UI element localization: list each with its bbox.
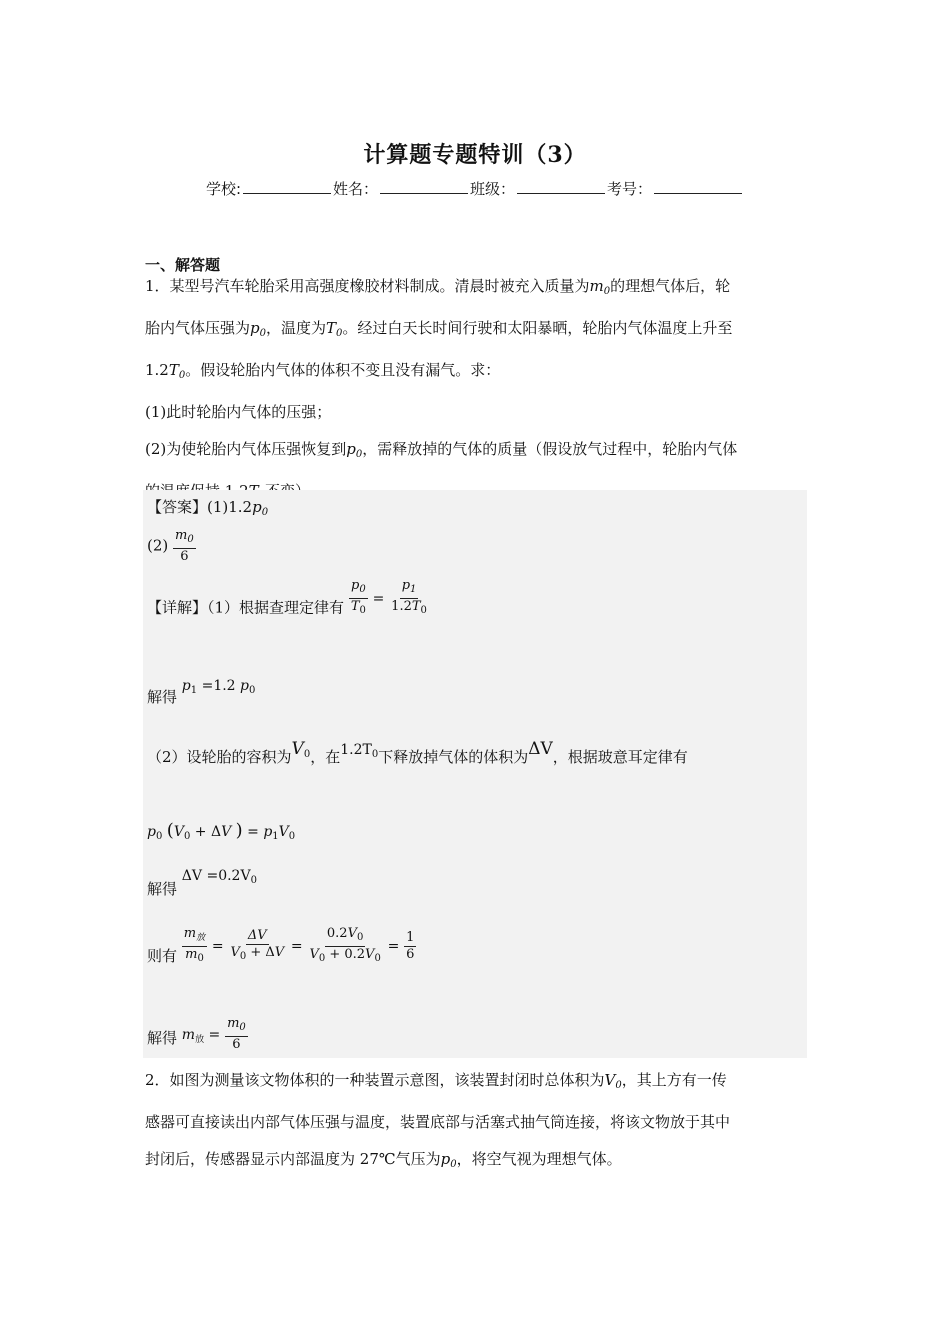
class-label: 班级： (470, 180, 516, 198)
solve-label: 解得 (147, 880, 178, 898)
part2-text: ，根据玻意耳定律有 (552, 748, 688, 766)
solve-line-2: 解得 $\Delta V =0.2V_0$ (147, 868, 257, 898)
q1-text: (2)为使轮胎内气体压强恢复到 (145, 440, 347, 458)
equation-delta-v: ΔV =0.2V (181, 868, 251, 884)
fraction-m-released-m0: $\frac{m_放}{m_0}$ (183, 926, 206, 964)
fraction-one-sixth (404, 930, 416, 963)
fraction-0.2V0: $\frac{0.2V_0}{V_0 + 0.2V_0}$ (309, 926, 381, 964)
released-subscript: 放 (195, 1034, 205, 1045)
section-heading: 一、解答题 (145, 256, 221, 274)
answer-line-2 (147, 528, 196, 565)
solve-label: 解得 (147, 688, 178, 706)
q2-text: 封闭后，传感器显示内部温度为 27℃气压为 (145, 1150, 441, 1168)
q1-text: 1．某型号汽车轮胎采用高强度橡胶材料制成。清晨时被充入质量为 (145, 277, 590, 295)
fraction-dV-over-V0-plus-dV: $\frac{\Delta V}{V_0 + \Delta V}$ (230, 928, 285, 962)
q2-text: ，将空气视为理想气体。 (456, 1150, 622, 1168)
released-subscript: 放 (196, 933, 206, 943)
fraction-m0-over-6: $\frac{m_0}{6}$ (227, 1016, 246, 1052)
exam-number-blank (654, 179, 742, 194)
q1-text: ，需释放掉的气体的质量（假设放气过程中，轮胎内气体 (362, 440, 738, 458)
numerator: 1 (406, 930, 415, 945)
q1-text: 的理想气体后，轮 (610, 277, 731, 295)
name-label: 姓名： (333, 180, 379, 198)
delta-v: ΔV (528, 739, 553, 759)
equation-p1: =1.2 (201, 678, 236, 694)
then-label: 则有 (147, 946, 178, 965)
question-2: 2．如图为测量该文物体积的一种装置示意图，该装置封闭时总体积为$V_0$，其上方有一传 感器可直接读出内部气体压强与温度，装置底部与活塞式抽气筒连接，将该文物放于其中 封闭后，传感器显示内部温度为 27℃气压为$p_0$，将空气视为理想气体。 (145, 1062, 805, 1183)
denominator: 6 (232, 1037, 241, 1052)
answer-label: 【答案】(1)1.2 (147, 498, 253, 516)
q2-text: 2．如图为测量该文物体积的一种装置示意图，该装置封闭时总体积为 (145, 1071, 605, 1089)
school-label: 学校: (205, 180, 241, 198)
q1-sub-question-1: (1)此时轮胎内气体的压强； (145, 403, 332, 421)
fraction-p1-1.2T0: $\frac{p_1}{1.2T_0}$ (391, 578, 427, 616)
q1-text: ，温度为 (266, 319, 327, 337)
answer-box (143, 490, 807, 1058)
school-blank (243, 179, 331, 194)
ratio-line: 则有 $\frac{m_放}{m_0}$ = $\frac{\Delta V}{V_0 + \Delta V}$ = $\frac{0.2V_0}{V_0 + 0.2V_0}$ = $\frac{1}{6}$ (147, 926, 416, 967)
denominator: 6 (180, 549, 189, 564)
answer-part2-label: (2) (147, 536, 169, 555)
denominator: 6 (406, 947, 415, 962)
solve-line-1: 解得 $p_1 =1.2$ $p_0$ (147, 678, 256, 706)
detail-line-2: （2）设轮胎的容积为$V_0$，在$1.2T_0$下释放掉气体的体积为ΔV，根据玻意耳定律有 (147, 739, 688, 766)
q2-text: ，其上方有一传 (621, 1071, 727, 1089)
part2-text: （2）设轮胎的容积为 (147, 748, 292, 766)
detail-label: 【详解】（1）根据查理定律有 (147, 598, 345, 617)
detail-line-1: 【详解】（1）根据查理定律有 $\frac{p_0}{T_0}$ = $\frac{p_1}{1.2T_0}$ (147, 588, 429, 629)
name-blank (380, 179, 468, 194)
page-title: 计算题专题特训（3） (363, 142, 587, 168)
student-info-line (0, 178, 950, 199)
answer-line-1: 【答案】$(1)1.2p_0$ (147, 498, 269, 518)
q1-text: 胎内气体压强为 (145, 319, 251, 337)
part2-text: 下释放掉气体的体积为 (378, 748, 529, 766)
question-1: 1．某型号汽车轮胎采用高强度橡胶材料制成。清晨时被充入质量为$m_0$的理想气体后，轮 胎内气体压强为$p_0$，温度为$T_0$。经过白天长时间行驶和太阳暴晒，轮胎内气体温度上升至 $1.2T_0$。假设轮胎内气体的体积不变且没有漏气。求： (1)此时轮胎内气体的压强； (2)为使轮胎内气体压强恢复到$p_0$，需释放掉的气体的质量（假设放气过程中，轮胎内气体 (145, 268, 805, 515)
exam-number-label: 考号： (607, 180, 653, 198)
class-blank (517, 179, 605, 194)
part2-text: ，在 (310, 748, 341, 766)
q2-text: 感器可直接读出内部气体压强与温度，装置底部与活塞式抽气筒连接，将该文物放于其中 (145, 1113, 731, 1131)
fraction-m0-over-6: $\frac{m_0}{6}$ (175, 528, 194, 564)
q1-text: 。经过白天长时间行驶和太阳暴晒，轮胎内气体温度上升至 (342, 319, 733, 337)
solve-line-3: 解得 $m_放$ = $\frac{m_0}{6}$ (147, 1016, 246, 1052)
q1-text: 。假设轮胎内气体的体积不变且没有漏气。求： (185, 361, 501, 379)
solve-label: 解得 (147, 1028, 178, 1047)
boyle-equation: $p_0$ ($V_0 + \Delta V$ ) = $p_1V_0$ (147, 820, 296, 842)
temperature-1.2T0: 1.2T (340, 742, 372, 758)
fraction-p0-T0: $\frac{p_0}{T_0}$ (350, 578, 366, 616)
